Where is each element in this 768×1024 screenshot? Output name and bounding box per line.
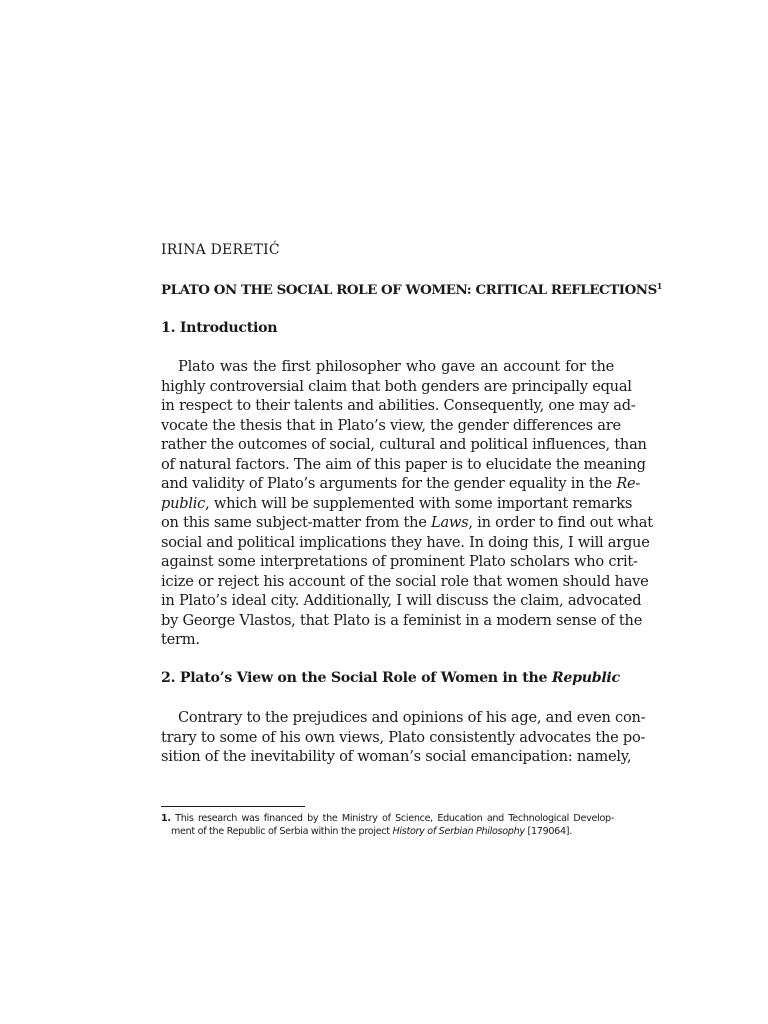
footnote-text: This research was financed by the Ministry of Science, Education and Technological Develop- xyxy=(175,813,614,824)
footnote-line xyxy=(161,812,614,825)
section-heading-republic xyxy=(161,670,620,686)
text-run: on this same subject-matter from the xyxy=(161,514,431,531)
italic-title-run: Re- xyxy=(616,475,641,492)
text-line: social and political implications they have. In doing this, I will argue xyxy=(161,533,650,551)
footnote-divider xyxy=(161,806,305,807)
text-line: by George Vlastos, that Plato is a feminist in a modern sense of the xyxy=(161,611,643,629)
paper-title xyxy=(161,281,662,298)
footnote-marker: 1. xyxy=(161,813,171,824)
text-line: vocate the thesis that in Plato’s view, the gender differences are xyxy=(161,416,621,434)
text-line: Contrary to the prejudices and opinions of his age, and even con- xyxy=(178,709,646,726)
heading-italic-text: Republic xyxy=(551,670,620,686)
text-line: rather the outcomes of social, cultural and political influences, than xyxy=(161,436,647,453)
text-line: in Plato’s ideal city. Additionally, I will discuss the claim, advocated xyxy=(161,592,642,609)
footnote-reference: 1 xyxy=(656,281,662,291)
text-run: and validity of Plato’s arguments for the gender equality in the xyxy=(161,475,617,492)
text-line: of natural factors. The aim of this paper is to elucidate the meaning xyxy=(161,455,646,473)
text-line: term. xyxy=(161,631,200,648)
footnote-text: ment of the Republic of Serbia within the project xyxy=(171,826,393,837)
text-line xyxy=(161,513,653,533)
heading-text: 2. Plato’s View on the Social Role of Women in the xyxy=(161,670,552,686)
footnote-line xyxy=(161,825,614,838)
text-line xyxy=(161,494,633,514)
italic-title-run: public xyxy=(161,494,206,512)
introduction-paragraph xyxy=(161,357,653,650)
text-line: trary to some of his own views, Plato consistently advocates the po- xyxy=(161,728,646,746)
text-line: in respect to their talents and abilities. Consequently, one may ad- xyxy=(161,397,636,414)
text-run: , in order to find out what xyxy=(468,514,653,531)
text-line: sition of the inevitability of woman’s social emancipation: namely, xyxy=(161,748,632,765)
section-heading-introduction: 1. Introduction xyxy=(161,320,278,336)
text-run: , which will be supplemented with some important remarks xyxy=(205,494,633,512)
text-line: icize or reject his account of the social role that women should have xyxy=(161,572,649,590)
republic-paragraph xyxy=(161,708,646,767)
text-line xyxy=(161,474,641,494)
author-name: IRINA DERETIĆ xyxy=(161,242,280,258)
text-line: Plato was the first philosopher who gave an account for the xyxy=(178,358,614,375)
text-line: against some interpretations of prominent Plato scholars who crit- xyxy=(161,553,638,570)
footnote xyxy=(161,812,614,838)
footnote-text: [179064]. xyxy=(524,826,572,837)
text-line: highly controversial claim that both genders are principally equal xyxy=(161,377,632,395)
italic-title-run: Laws xyxy=(431,514,469,531)
footnote-italic-text: History of Serbian Philosophy xyxy=(392,826,525,837)
paper-title-text: PLATO ON THE SOCIAL ROLE OF WOMEN: CRITICAL REFLECTIONS xyxy=(161,282,657,298)
